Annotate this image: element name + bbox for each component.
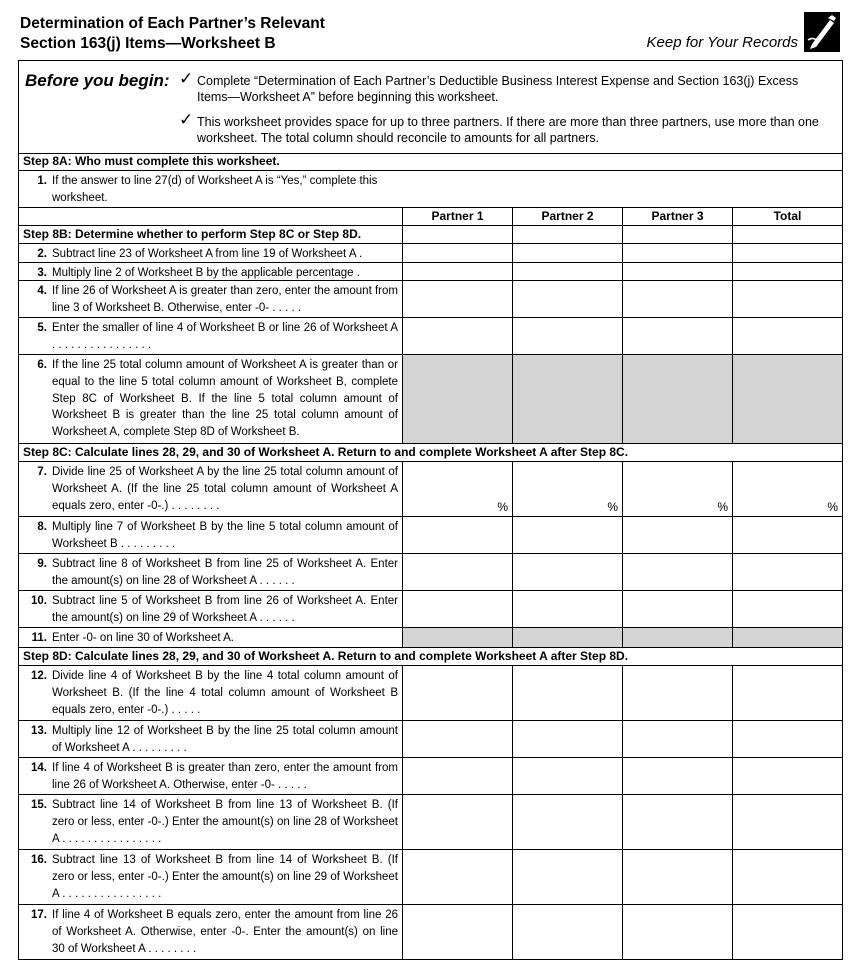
partner-1-entry[interactable]: [402, 795, 512, 849]
line-number: 13.: [31, 725, 47, 737]
total-entry[interactable]: [732, 318, 842, 354]
total-entry[interactable]: [732, 263, 842, 280]
line-description: If line 4 of Worksheet B is greater than zero, enter the amount from line 26 of Worksheet A. Otherwise, enter -0- . . . . .: [52, 762, 398, 791]
title-line-2: Section 163(j) Items—Worksheet B: [20, 35, 276, 52]
total-entry[interactable]: [732, 462, 842, 516]
partner-2-entry[interactable]: [512, 591, 622, 627]
partner-3-entry[interactable]: [622, 318, 732, 354]
partner-2-entry[interactable]: [512, 758, 622, 794]
title-line-1: Determination of Each Partner’s Relevant: [20, 15, 325, 32]
step-8c-header: Step 8C: Calculate lines 28, 29, and 30 of Worksheet A. Return to and complete Worksheet A after Step 8C.: [19, 444, 842, 462]
partner-2-entry[interactable]: [512, 850, 622, 904]
total-entry[interactable]: [732, 554, 842, 590]
line-description: If line 4 of Worksheet B equals zero, enter the amount from line 26 of Worksheet A. Otherwise, enter -0-. Enter the amount(s) on line 30 of Worksheet A . . . . . . . .: [52, 909, 398, 955]
column-header-total: Total: [732, 208, 842, 225]
check-icon: ✓: [179, 110, 194, 129]
before-you-begin: [19, 61, 842, 154]
instruction-1: Complete “Determination of Each Partner’s Deductible Business Interest Expense and Section 163(j) Excess Items—Worksheet A” before beginning this worksheet.: [197, 74, 799, 104]
line-description: Multiply line 2 of Worksheet B by the applicable percentage .: [52, 267, 360, 279]
line-description: Multiply line 12 of Worksheet B by the line 25 total column amount of Worksheet A . . . . . . . . .: [52, 725, 398, 754]
line-2-row: [19, 244, 842, 263]
line-description: Subtract line 14 of Worksheet B from line 13 of Worksheet B. (If zero or less, enter -0-.) Enter the amount(s) on line 28 of Worksheet A . . . . . . . . . . . . . . . .: [52, 799, 398, 845]
step-8a-header: Step 8A: Who must complete this worksheet.: [19, 153, 842, 171]
partner-3-entry[interactable]: [622, 721, 732, 757]
partner-1-entry[interactable]: [402, 244, 512, 262]
line-description: If line 26 of Worksheet A is greater than zero, enter the amount from line 3 of Worksheet B. Otherwise, enter -0- . . . . .: [52, 285, 398, 314]
partner-2-entry[interactable]: [512, 666, 622, 720]
total-entry[interactable]: [732, 795, 842, 849]
partner-3-entry[interactable]: [622, 517, 732, 553]
line-number: 11.: [31, 632, 47, 644]
line-description: Enter -0- on line 30 of Worksheet A.: [52, 632, 234, 644]
shaded-cell: [512, 628, 622, 647]
partner-3-entry[interactable]: [622, 591, 732, 627]
partner-2-entry[interactable]: [512, 554, 622, 590]
total-entry[interactable]: [732, 517, 842, 553]
partner-2-entry[interactable]: [512, 905, 622, 959]
line-13-row: [19, 721, 842, 758]
partner-1-entry[interactable]: [402, 666, 512, 720]
step-8d-header: Step 8D: Calculate lines 28, 29, and 30 of Worksheet A. Return to and complete Worksheet A after Step 8D.: [19, 648, 842, 666]
line-4-row: [19, 281, 842, 318]
line-17-row: [19, 905, 842, 959]
partner-3-entry[interactable]: [622, 244, 732, 262]
partner-1-entry[interactable]: [402, 281, 512, 317]
total-entry[interactable]: [732, 905, 842, 959]
partner-2-entry[interactable]: [512, 462, 622, 516]
line-16-row: [19, 850, 842, 905]
step-8b-header: [19, 226, 842, 244]
line-number: 8.: [37, 521, 47, 533]
shaded-cell: [732, 628, 842, 647]
line-number: 15.: [31, 799, 47, 811]
line-number: 4.: [37, 285, 47, 297]
line-description: Subtract line 8 of Worksheet B from line 25 of Worksheet A. Enter the amount(s) on line 28 of Worksheet A . . . . . .: [52, 558, 398, 587]
partner-2-entry[interactable]: [512, 263, 622, 280]
worksheet-frame: [18, 60, 843, 960]
partner-3-entry[interactable]: [622, 758, 732, 794]
partner-2-entry[interactable]: [512, 318, 622, 354]
total-entry[interactable]: [732, 850, 842, 904]
line-15-row: [19, 795, 842, 850]
line-number: 5.: [37, 322, 47, 334]
column-header-row: [19, 208, 842, 226]
partner-3-entry[interactable]: [622, 905, 732, 959]
total-entry[interactable]: [732, 591, 842, 627]
line-number: 9.: [37, 558, 47, 570]
line-number: 17.: [31, 909, 47, 921]
line-10-row: [19, 591, 842, 628]
partner-1-entry[interactable]: [402, 554, 512, 590]
percent-sign: %: [497, 500, 508, 514]
shaded-cell: [732, 355, 842, 443]
line-description: Subtract line 13 of Worksheet B from line 14 of Worksheet B. (If zero or less, enter -0-.) Enter the amount(s) on line 29 of Worksheet A . . . . . . . . . . . . . . . .: [52, 854, 398, 900]
pencil-icon: [804, 12, 840, 52]
shaded-cell: [622, 628, 732, 647]
line-12-row: [19, 666, 842, 721]
partner-3-entry[interactable]: [622, 554, 732, 590]
line-6-row: [19, 355, 842, 444]
line-description: Divide line 4 of Worksheet B by the line 4 total column amount of Worksheet B. (If the line 4 total column amount of Worksheet B equals zero, enter -0-.) . . . . .: [52, 670, 398, 716]
partner-2-entry[interactable]: [512, 721, 622, 757]
partner-3-entry[interactable]: [622, 281, 732, 317]
partner-3-entry[interactable]: [622, 462, 732, 516]
line-number: 7.: [37, 466, 47, 478]
partner-1-entry[interactable]: [402, 905, 512, 959]
keep-records-note: Keep for Your Records: [646, 34, 798, 51]
partner-1-entry[interactable]: [402, 318, 512, 354]
line-number: 16.: [31, 854, 47, 866]
total-entry[interactable]: [732, 721, 842, 757]
line-number: 3.: [37, 267, 47, 279]
percent-sign: %: [717, 500, 728, 514]
partner-2-entry[interactable]: [512, 517, 622, 553]
line-3-row: [19, 263, 842, 281]
worksheet-header: [20, 12, 842, 58]
total-entry[interactable]: [732, 666, 842, 720]
line-description: Subtract line 23 of Worksheet A from line 19 of Worksheet A .: [52, 248, 363, 260]
partner-1-entry[interactable]: [402, 591, 512, 627]
check-icon: ✓: [179, 69, 194, 88]
partner-3-entry[interactable]: [622, 795, 732, 849]
line-description: Multiply line 7 of Worksheet B by the line 5 total column amount of Worksheet B . . . . . . . . .: [52, 521, 398, 550]
partner-1-entry[interactable]: [402, 263, 512, 280]
line-number: 12.: [31, 670, 47, 682]
partner-2-entry[interactable]: [512, 244, 622, 262]
percent-sign: %: [607, 500, 618, 514]
partner-3-entry[interactable]: [622, 850, 732, 904]
total-entry[interactable]: [732, 758, 842, 794]
column-header-partner-2: Partner 2: [512, 208, 622, 225]
partner-2-entry[interactable]: [512, 795, 622, 849]
line-8-row: [19, 517, 842, 554]
partner-1-entry[interactable]: [402, 850, 512, 904]
shaded-cell: [622, 355, 732, 443]
step-8b-label: Step 8B: Determine whether to perform Step 8C or Step 8D.: [23, 227, 362, 241]
partner-1-entry[interactable]: [402, 758, 512, 794]
percent-sign: %: [827, 500, 838, 514]
instruction-2: This worksheet provides space for up to three partners. If there are more than three partners, use more than one worksheet. The total column should reconcile to amounts for all partners.: [197, 115, 819, 145]
partner-1-entry[interactable]: [402, 462, 512, 516]
line-description: If the line 25 total column amount of Worksheet A is greater than or equal to the line 5 total column amount of Worksheet B, complete Step 8C of Worksheet B. If the line 5 total column amount of Worksheet B is greater than the line 25 total column amount of Worksheet A, complete Step 8D of Worksheet B.: [52, 359, 398, 439]
column-header-partner-3: Partner 3: [622, 208, 732, 225]
line-11-row: [19, 628, 842, 648]
worksheet-title: [20, 14, 325, 54]
line-14-row: [19, 758, 842, 795]
partner-2-entry[interactable]: [512, 281, 622, 317]
line-number: 10.: [31, 595, 47, 607]
line-description: Subtract line 5 of Worksheet B from line 26 of Worksheet A. Enter the amount(s) on line 29 of Worksheet A . . . . . .: [52, 595, 398, 624]
line-description: If the answer to line 27(d) of Worksheet A is “Yes,” complete this worksheet.: [52, 175, 378, 204]
line-number: 14.: [31, 762, 47, 774]
column-header-partner-1: Partner 1: [402, 208, 512, 225]
total-entry[interactable]: [732, 244, 842, 262]
partner-3-entry[interactable]: [622, 263, 732, 280]
partner-1-entry[interactable]: [402, 517, 512, 553]
partner-1-entry[interactable]: [402, 721, 512, 757]
line-number: 2.: [37, 248, 47, 260]
line-9-row: [19, 554, 842, 591]
before-you-begin-label: Before you begin:: [25, 71, 170, 90]
line-5-row: [19, 318, 842, 355]
line-1-row: [19, 171, 842, 208]
shaded-cell: [402, 355, 512, 443]
total-entry[interactable]: [732, 281, 842, 317]
line-7-row: [19, 462, 842, 517]
line-description: Divide line 25 of Worksheet A by the line 25 total column amount of Worksheet A. (If the line 25 total column amount of Worksheet A equals zero, enter -0-.) . . . . . . . .: [52, 466, 398, 512]
line-number: 1.: [37, 175, 47, 187]
shaded-cell: [402, 628, 512, 647]
shaded-cell: [512, 355, 622, 443]
line-description: Enter the smaller of line 4 of Worksheet B or line 26 of Worksheet A . . . . . . . . . . . . . . . .: [52, 322, 398, 351]
partner-3-entry[interactable]: [622, 666, 732, 720]
line-number: 6.: [37, 359, 47, 371]
